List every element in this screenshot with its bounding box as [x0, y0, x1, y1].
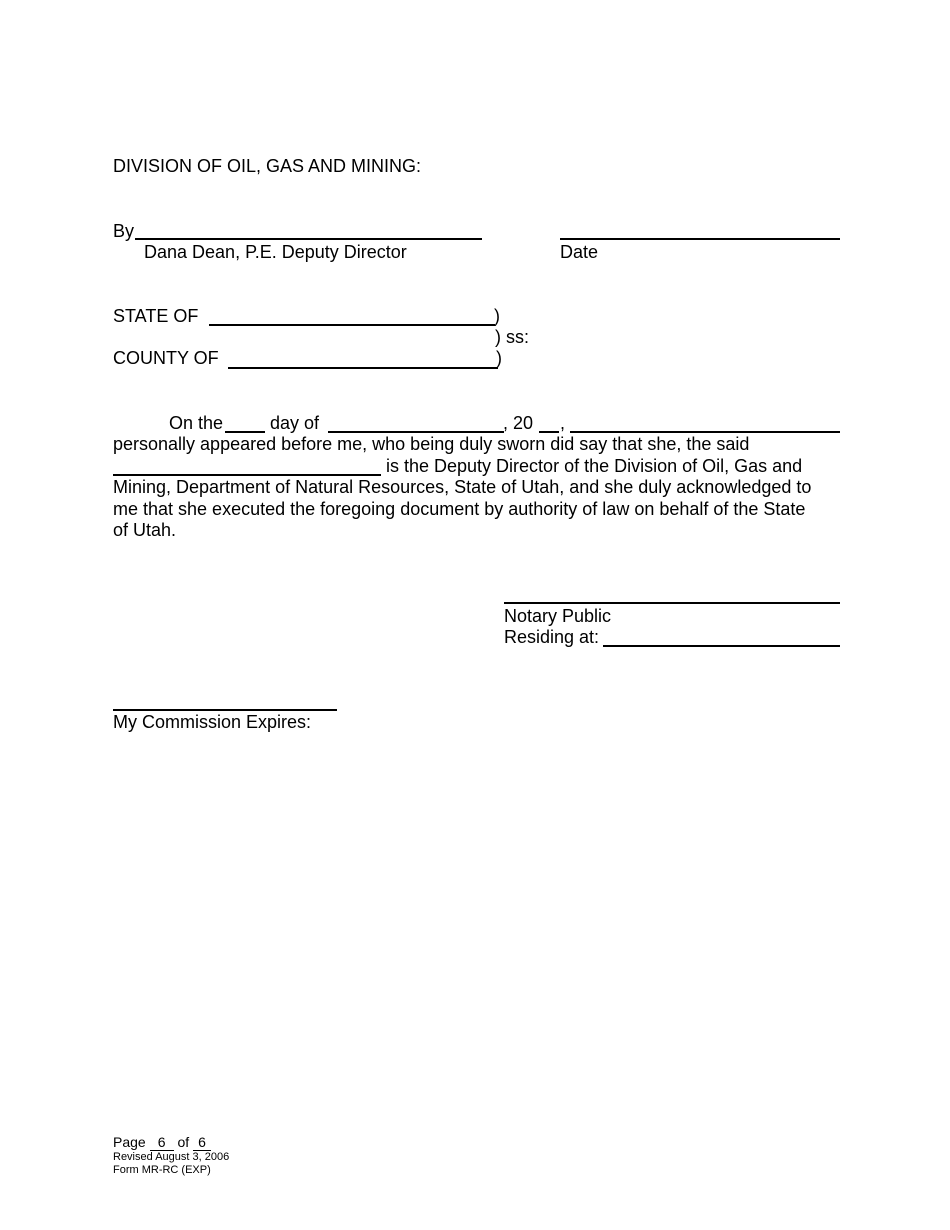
commission-expiry-line[interactable]: [113, 709, 337, 711]
ack-line-5: me that she executed the foregoing document by authority of law on behalf of the State: [113, 499, 806, 519]
by-label: By: [113, 221, 135, 241]
notary-public-label: Notary Public: [504, 606, 612, 626]
of-label: of: [177, 1134, 190, 1150]
signer-name: Dana Dean, P.E. Deputy Director: [144, 242, 407, 262]
year-prefix: , 20: [503, 413, 534, 433]
venue-ss: ) ss:: [495, 327, 529, 347]
on-the-label: On the: [169, 413, 224, 433]
year-comma: ,: [560, 413, 566, 433]
notary-signature-line[interactable]: [504, 602, 840, 604]
state-of-label: STATE OF: [113, 306, 199, 326]
year-line[interactable]: [539, 431, 559, 433]
page-num: 6: [150, 1135, 174, 1151]
signature-line[interactable]: [135, 238, 482, 240]
revised-date: Revised August 3, 2006: [113, 1151, 230, 1163]
date-line[interactable]: [560, 238, 840, 240]
ack-line-2: personally appeared before me, who being duly sworn did say that she, the said: [113, 434, 750, 454]
month-line[interactable]: [328, 431, 504, 433]
residing-at-label: Residing at:: [504, 627, 600, 647]
date-label: Date: [560, 242, 599, 262]
division-heading: DIVISION OF OIL, GAS AND MINING:: [113, 156, 422, 176]
page-total: 6: [193, 1135, 211, 1151]
said-name-line[interactable]: [113, 474, 381, 476]
residing-at-line[interactable]: [603, 645, 840, 647]
county-of-label: COUNTY OF: [113, 348, 219, 368]
ack-line-4: Mining, Department of Natural Resources, State of Utah, and she duly acknowledged to: [113, 477, 812, 497]
page-number: [113, 1134, 211, 1151]
state-line[interactable]: [209, 324, 495, 326]
form-id: Form MR-RC (EXP): [113, 1164, 211, 1176]
venue-paren-top: ): [494, 306, 500, 326]
commission-expires-label: My Commission Expires:: [113, 712, 312, 732]
day-of-label: day of: [270, 413, 320, 433]
county-line[interactable]: [228, 367, 498, 369]
appearer-line[interactable]: [570, 431, 840, 433]
page-label: Page: [113, 1134, 146, 1150]
day-line[interactable]: [225, 431, 265, 433]
ack-line-3: is the Deputy Director of the Division of Oil, Gas and: [386, 456, 803, 476]
venue-paren-bottom: ): [496, 348, 502, 368]
ack-line-6: of Utah.: [113, 520, 177, 540]
